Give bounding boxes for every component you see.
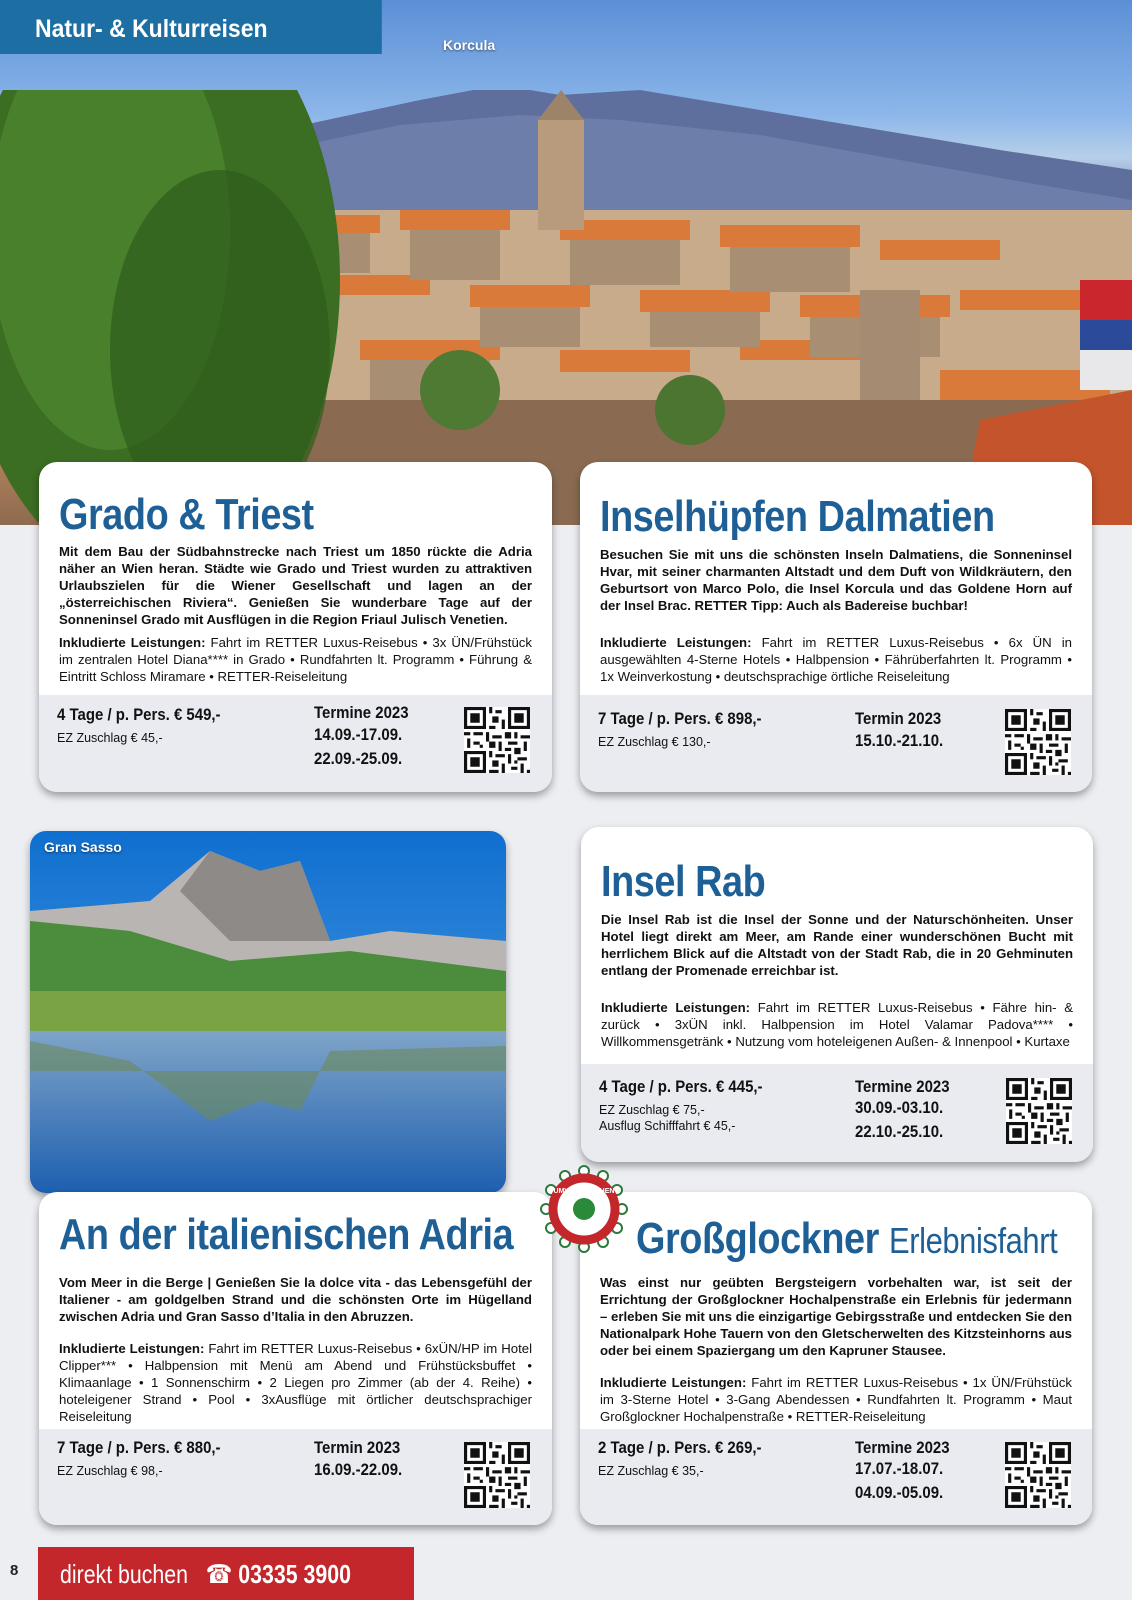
card-description: Besuchen Sie mit uns die schönsten Inseln Dalmatiens, die Sonneninsel Hvar, mit seiner charmanten Altstadt und dem Duft von Wildkräutern, den Geburtsort von Marco Polo, die Insel Korcula und das Goldene Horn auf der Insel Brac. RETTER Tipp: Auch als Badereise buchbar! xyxy=(600,547,1072,613)
dates-title: Termine 2023 xyxy=(855,1077,950,1096)
price: 2 Tage / p. Pers. € 269,- xyxy=(598,1438,762,1457)
dates-title: Termine 2023 xyxy=(314,703,409,722)
price-bar xyxy=(581,1064,1093,1162)
umweltzeichen-logo-icon xyxy=(540,1165,628,1253)
gran-sasso-illustration xyxy=(30,831,506,1193)
price-bar xyxy=(580,695,1092,792)
card-included-services: Inkludierte Leistungen: Fahrt im RETTER Luxus-Reisebus • 3x ÜN/Frühstück im zentralen Hotel Diana**** in Grado • Rundfahrten lt. Programm • Führung & Eintritt Schloss Miramare • RETTER-Reiseleitung xyxy=(59,635,532,684)
date-1: 14.09.-17.09. xyxy=(314,725,403,744)
gran-sasso-caption: Gran Sasso xyxy=(44,839,122,855)
card-description: Die Insel Rab ist die Insel der Sonne und der Naturschönheiten. Unser Hotel liegt direkt am Meer, am Rande einer wunderschönen Bucht mit herrlichem Blick auf die Altstadt von der Stadt Rab, die in 20 Gehminuten entlang der Promenade erreichbar ist. xyxy=(601,912,1073,978)
date-1: 17.07.-18.07. xyxy=(855,1459,944,1478)
single-supplement: EZ Zuschlag € 98,- xyxy=(57,1464,163,1478)
dates-title: Termine 2023 xyxy=(855,1438,950,1457)
single-supplement: EZ Zuschlag € 130,- xyxy=(598,735,711,749)
hero-photo-korcula xyxy=(0,0,1132,525)
date-1: 15.10.-21.10. xyxy=(855,731,944,750)
card-description: Was einst nur geübten Bergsteigern vorbehalten war, ist seit der Errichtung der Großglockner Hochalpenstraße ein Erlebnis für jedermann – erleben Sie mit uns die einzigartige Gebirgsstraße und entdecken Sie den Nationalpark Hohe Tauern von den Gletscherwelten des Kitzsteinhorns aus oder bei einem Spaziergang um den Kapruner Stausee. xyxy=(600,1275,1072,1358)
qr-code-icon[interactable] xyxy=(1006,1078,1072,1144)
card-included-services: Inkludierte Leistungen: Fahrt im RETTER Luxus-Reisebus • Fähre hin- & zurück • 3xÜN inkl. Halbpension im Hotel Valamar Padova**** • Willkommensgetränk • Nutzung vom hoteleigenen Außen- & Innenpool • Kurtaxe xyxy=(601,1000,1074,1049)
card-included-services: Inkludierte Leistungen: Fahrt im RETTER Luxus-Reisebus • 6xÜN/HP im Hotel Clipper*** • Halbpension mit Menü am Abend und Frühstücksbuffet • Klimaanlage • 1 Sonnenschirm • 2 Liegen pro Zimmer (ab der 4. Reihe) • hoteleigener Strand • Pool • 3xAusflüge mit örtlicher deutschsprachiger Reiseleitung xyxy=(59,1341,533,1424)
qr-code-icon[interactable] xyxy=(464,1442,530,1508)
date-1: 30.09.-03.10. xyxy=(855,1098,944,1117)
single-supplement: EZ Zuschlag € 45,- xyxy=(57,731,163,745)
qr-code-icon[interactable] xyxy=(464,707,530,773)
section-tag: Natur- & Kulturreisen xyxy=(0,0,382,54)
card-title: Inselhüpfen Dalmatien xyxy=(600,492,995,541)
trip-card-insel-rab[interactable] xyxy=(581,827,1093,1162)
price: 7 Tage / p. Pers. € 898,- xyxy=(598,709,762,728)
price-bar xyxy=(580,1429,1092,1525)
booking-label: direkt buchen xyxy=(60,1559,189,1589)
trip-card-italienische-adria[interactable] xyxy=(39,1192,552,1525)
trip-card-grado-triest[interactable] xyxy=(39,462,552,792)
hero-illustration xyxy=(0,90,1132,525)
date-1: 16.09.-22.09. xyxy=(314,1460,403,1479)
qr-code-icon[interactable] xyxy=(1005,1442,1071,1508)
phone-icon: ☎ xyxy=(193,1559,233,1589)
price: 4 Tage / p. Pers. € 549,- xyxy=(57,705,221,724)
photo-gran-sasso xyxy=(30,831,506,1193)
single-supplement: EZ Zuschlag € 35,- xyxy=(598,1464,704,1478)
trip-card-grossglockner[interactable] xyxy=(580,1192,1092,1525)
card-title: Grado & Triest xyxy=(59,490,314,539)
card-description: Vom Meer in die Berge | Genießen Sie la dolce vita - das Lebensgefühl der Italiener - am goldgelben Strand und die schönsten Orte im Hügelland zwischen Adria und Gran Sasso d’Italia in den Abruzzen. xyxy=(59,1275,532,1324)
card-included-services: Inkludierte Leistungen: Fahrt im RETTER Luxus-Reisebus • 6x ÜN in ausgewählten 4-Sterne Hotels • Halbpension • Fährüberfahrten lt. Programm • 1x Weinverkostung • deutschsprachige örtliche Reiseleitung xyxy=(600,635,1073,684)
booking-bar[interactable] xyxy=(38,1547,414,1600)
card-description: Mit dem Bau der Südbahnstrecke nach Triest um 1850 rückte die Adria näher an Wien heran. Städte wie Grado und Triest wurden zu attraktiven Urlaubszielen für die Wiener Gesellschaft und lagen an der „österreichischen Riviera“. Genießen Sie wunderbare Tage auf der Sonneninsel Grado mit Ausflügen in die Region Friaul Julisch Venetien. xyxy=(59,544,532,627)
excursion-price: Ausflug Schifffahrt € 45,- xyxy=(599,1119,736,1133)
card-title: Großglockner Erlebnisfahrt xyxy=(636,1214,1058,1263)
logo-text: UMWELTZEICHEN xyxy=(553,1188,615,1195)
card-title: An der italienischen Adria xyxy=(59,1210,514,1259)
date-2: 04.09.-05.09. xyxy=(855,1483,944,1502)
single-supplement: EZ Zuschlag € 75,- xyxy=(599,1103,705,1117)
page-number: 8 xyxy=(10,1562,19,1579)
card-included-services: Inkludierte Leistungen: Fahrt im RETTER Luxus-Reisebus • 1x ÜN/Frühstück im 3-Sterne Hotel • 3-Gang Abendessen • Rundfahrten lt. Programm • Maut Großglockner Hochalpenstraße • RETTER-Reiseleitung xyxy=(600,1375,1072,1424)
price: 7 Tage / p. Pers. € 880,- xyxy=(57,1438,221,1457)
booking-phone[interactable]: 03335 3900 xyxy=(238,1559,351,1589)
qr-code-icon[interactable] xyxy=(1005,709,1071,775)
hero-caption: Korcula xyxy=(443,37,496,53)
trip-card-inselhuepfen-dalmatien[interactable] xyxy=(580,462,1092,792)
price-bar xyxy=(39,695,552,792)
price: 4 Tage / p. Pers. € 445,- xyxy=(599,1077,763,1096)
card-title: Insel Rab xyxy=(601,857,766,906)
booking-cta[interactable] xyxy=(60,1559,351,1590)
date-2: 22.09.-25.09. xyxy=(314,749,403,768)
date-2: 22.10.-25.10. xyxy=(855,1122,944,1141)
dates-title: Termin 2023 xyxy=(314,1438,401,1457)
price-bar xyxy=(39,1429,552,1525)
dates-title: Termin 2023 xyxy=(855,709,942,728)
